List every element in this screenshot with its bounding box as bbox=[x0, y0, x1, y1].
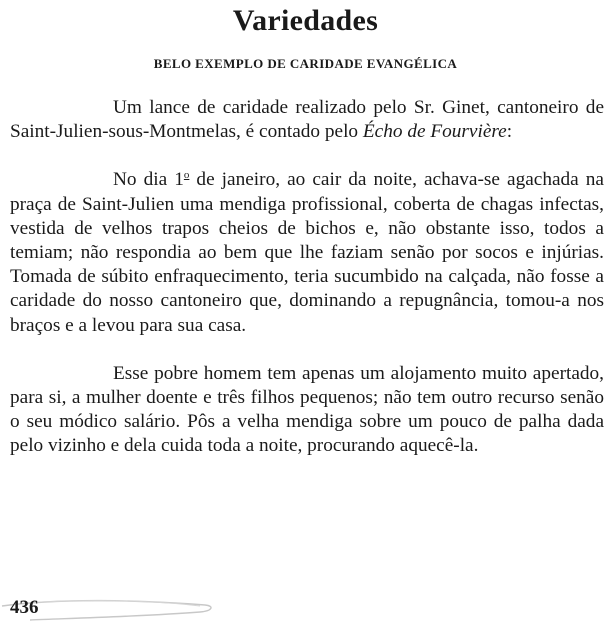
paragraph-1-end: : bbox=[506, 121, 513, 143]
paragraph-1 bbox=[10, 96, 604, 144]
source-publication-name: Écho de Fourvière bbox=[362, 121, 507, 143]
page-number: 436 bbox=[10, 597, 39, 618]
paragraph-1-text: Um lance de caridade realizado pelo Sr. Ginet, cantoneiro de Saint-Julien-sous-Montmelas, é contado pelo bbox=[10, 97, 604, 143]
article-subtitle: BELO EXEMPLO DE CARIDADE EVANGÉLICA bbox=[153, 56, 458, 71]
paragraph-2-rest: de janeiro, ao cair da noite, achava-se agachada na praça de Saint-Julien uma mendiga profissional, coberta de chagas infectas, vestida de velhos trapos cheios de bichos e, não obstante isso, todos a temiam; não respondia ao bem que lhe faziam senão por socos e injúrias. Tomada de súbito enfraquecimento, teria sucumbido na calçada, não fosse a caridade do nosso cantoneiro que, dominando a repugnância, tomou-a nos braços e a levou para sua casa. bbox=[10, 169, 604, 336]
ordinal-indicator: o bbox=[183, 169, 190, 182]
article-body bbox=[10, 96, 604, 459]
paragraph-2 bbox=[10, 168, 604, 337]
paragraph-2-start: No dia 1 bbox=[113, 169, 184, 191]
page-title: Variedades bbox=[232, 4, 379, 37]
paragraph-3: Esse pobre homem tem apenas um alojamento muito apertado, para si, a mulher doente e três filhos pequenos; não tem outro recurso senão o seu módico salário. Pôs a velha mendiga sobre um pouco de palha dada pelo vizinho e dela cuida toda a noite, procurando aquecê-la. bbox=[10, 362, 604, 457]
